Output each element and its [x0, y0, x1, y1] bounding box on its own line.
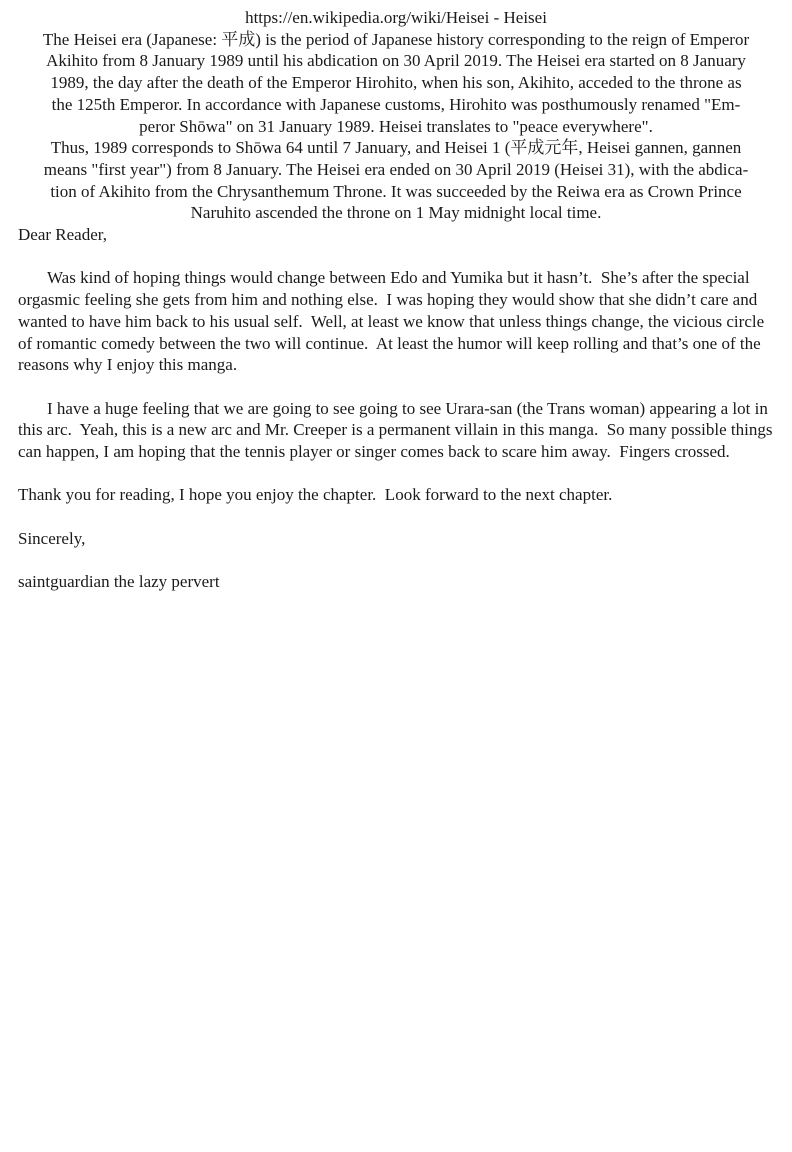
letter-signoff: Sincerely,	[18, 528, 86, 548]
wiki-excerpt-line: tion of Akihito from the Chrysanthemum Throne. It was succeeded by the Reiwa era as Crown Prince	[50, 181, 742, 201]
letter-signature: saintguardian the lazy pervert	[18, 572, 220, 592]
letter-closing: Thank you for reading, I hope you enjoy the chapter. Look forward to the next chapter.	[18, 485, 613, 505]
letter-body	[18, 267, 777, 462]
letter-paragraph: Was kind of hoping things would change between Edo and Yumika but it hasn’t. She’s after the special orgasmic feeling she gets from him and nothing else. I was hoping they would show that she didn’t care and wanted to have him back to his usual self. Well, at least we know that unless things change, the vicious circle of romantic comedy between the two will continue. At least the humor will keep rolling and that’s one of the reasons why I enjoy this manga.	[18, 268, 769, 375]
wiki-excerpt-line: peror Shōwa" on 31 January 1989. Heisei translates to "peace everywhere".	[139, 116, 653, 136]
wiki-excerpt-line: Akihito from 8 January 1989 until his abdication on 30 April 2019. The Heisei era started on 8 January	[46, 51, 746, 71]
letter-salutation: Dear Reader,	[18, 225, 107, 245]
letter-paragraph: I have a huge feeling that we are going to see going to see Urara-san (the Trans woman) appearing a lot in this arc. Yeah, this is a new arc and Mr. Creeper is a permanent villain in this manga. So many possible things can happen, I am hoping that the tennis player or singer comes back to scare him away. Fingers crossed.	[18, 398, 777, 462]
wiki-excerpt-line: the 125th Emperor. In accordance with Japanese customs, Hirohito was posthumously renamed "Em-	[51, 94, 741, 114]
wiki-excerpt	[18, 29, 774, 224]
source-url-line: https://en.wikipedia.org/wiki/Heisei - Heisei	[245, 8, 547, 27]
wiki-excerpt-line: Naruhito ascended the throne on 1 May midnight local time.	[190, 203, 602, 223]
wiki-excerpt-line: The Heisei era (Japanese: 平成) is the period of Japanese history corresponding to the reign of Emperor	[42, 29, 750, 49]
wiki-excerpt-line: means "first year") from 8 January. The Heisei era ended on 30 April 2019 (Heisei 31), with the abdica-	[43, 159, 749, 179]
wiki-citation-block	[18, 7, 774, 224]
wiki-excerpt-line: Thus, 1989 corresponds to Shōwa 64 until 7 January, and Heisei 1 (平成元年, Heisei gannen, gannen	[50, 138, 742, 158]
translator-letter	[18, 224, 777, 593]
wiki-excerpt-line: 1989, the day after the death of the Emperor Hirohito, when his son, Akihito, acceded to the throne as	[50, 73, 742, 93]
